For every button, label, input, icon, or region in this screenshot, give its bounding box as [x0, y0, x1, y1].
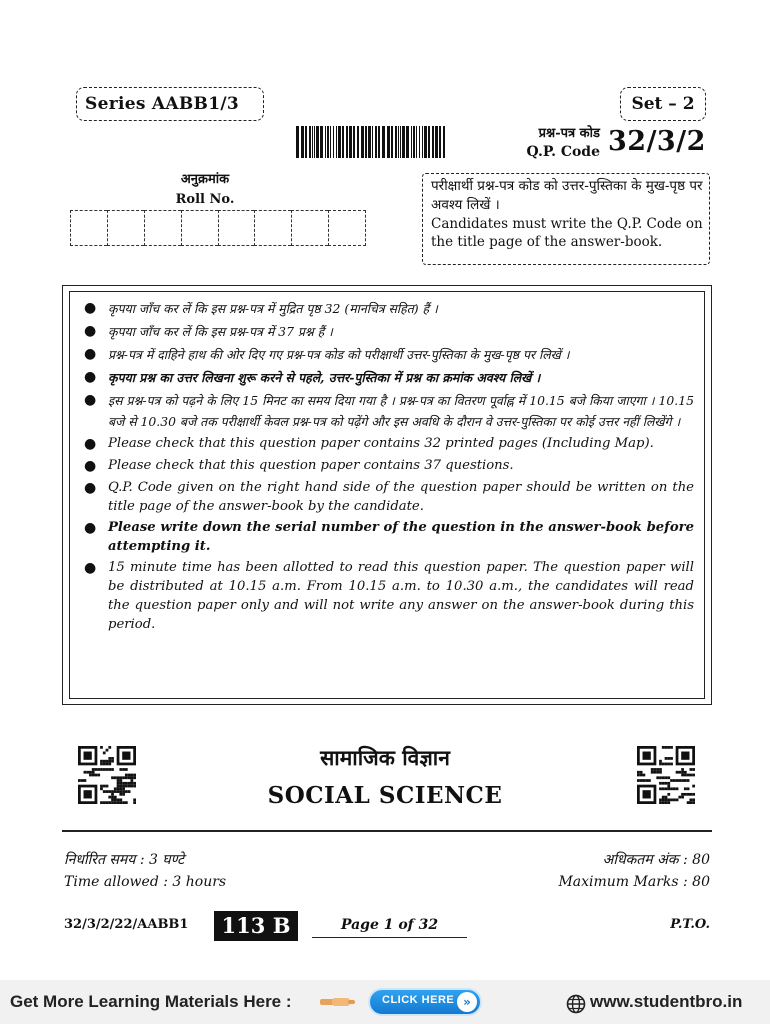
roll-number-label-en: Roll No. — [175, 192, 235, 207]
roll-number-box[interactable] — [254, 210, 291, 246]
website-link[interactable]: www.studentbro.in — [590, 992, 743, 1011]
instruction-item — [84, 518, 694, 556]
divider — [62, 830, 712, 832]
set-label: Set – 2 — [620, 87, 706, 121]
instruction-text: Please check that this question paper contains 37 questions. — [108, 458, 514, 473]
instruction-text: Please check that this question paper contains 32 printed pages (Including Map). — [108, 436, 654, 451]
qp-code-note-en: Candidates must write the Q.P. Code on the title page of the answer-book. — [431, 216, 703, 250]
qp-code-note — [422, 173, 710, 265]
instruction-item — [84, 367, 694, 388]
promo-text: Get More Learning Materials Here : — [10, 992, 292, 1011]
barcode — [296, 126, 448, 158]
subject-title-hi: सामाजिक विज्ञान — [320, 746, 450, 770]
pointing-hand-icon — [320, 995, 356, 1009]
instruction-text: Q.P. Code given on the right hand side of the question paper should be written on the title page of the answer-book by the candidate. — [108, 480, 694, 514]
bullet-icon: ● — [84, 392, 97, 408]
globe-icon — [566, 994, 586, 1014]
double-chevron-right-icon: » — [457, 992, 477, 1012]
instruction-item — [84, 344, 694, 365]
instruction-item — [84, 558, 694, 634]
instructions-box — [62, 285, 712, 705]
instruction-item — [84, 478, 694, 516]
qp-code-label-hi: प्रश्न-पत्र कोड — [538, 126, 600, 141]
time-allowed-hi: निर्धारित समय : 3 घण्टे — [64, 852, 185, 868]
time-allowed-en: Time allowed : 3 hours — [64, 874, 227, 890]
qr-code-icon — [637, 746, 695, 804]
roll-number-box[interactable] — [70, 210, 107, 246]
series-label: Series AABB1/3 — [76, 87, 264, 121]
instruction-text: कृपया जाँच कर लें कि इस प्रश्न-पत्र में 37 प्रश्न हैं । — [108, 324, 333, 339]
instruction-text: प्रश्न-पत्र में दाहिने हाथ की ओर दिए गए प्रश्न-पत्र कोड को परीक्षार्थी उत्तर-पुस्तिका के मुख-पृष्ठ पर लिखें । — [108, 347, 570, 362]
bullet-icon: ● — [84, 369, 97, 385]
roll-number-label — [150, 170, 260, 210]
roll-number-box[interactable] — [218, 210, 255, 246]
roll-number-box[interactable] — [328, 210, 366, 246]
document-code: 32/3/2/22/AABB1 — [64, 917, 189, 932]
bullet-icon: ● — [84, 300, 97, 316]
bullet-icon: ● — [84, 480, 97, 496]
qr-code-icon — [78, 746, 136, 804]
page-number: Page 1 of 32 — [312, 917, 467, 938]
roll-number-box[interactable] — [107, 210, 144, 246]
click-here-label: CLICK HERE — [382, 994, 455, 1006]
bullet-icon: ● — [84, 560, 97, 576]
subject-title-en: SOCIAL SCIENCE — [267, 782, 503, 809]
instruction-item — [84, 321, 694, 342]
qp-code: 32/3/2 — [608, 126, 706, 157]
bullet-icon: ● — [84, 436, 97, 452]
bullet-icon: ● — [84, 520, 97, 536]
instruction-text: 15 minute time has been allotted to read this question paper. The question paper will be distributed at 10.15 a.m. From 10.15 a.m. to 10.30 a.m., the candidates will read the question paper only and will not write any answer on the answer-book during this period. — [108, 560, 694, 632]
qp-code-label — [496, 125, 600, 161]
click-here-button[interactable] — [368, 988, 482, 1016]
qp-code-label-en: Q.P. Code — [526, 144, 600, 160]
roll-number-label-hi: अनुक्रमांक — [180, 172, 230, 187]
roll-number-box[interactable] — [181, 210, 218, 246]
instruction-item — [84, 390, 694, 432]
instruction-text: कृपया प्रश्न का उत्तर लिखना शुरू करने से पहले, उत्तर-पुस्तिका में प्रश्न का क्रमांक अवश्य लिखें । — [108, 370, 541, 385]
roll-number-boxes[interactable] — [70, 210, 366, 246]
pto-label: P.T.O. — [670, 917, 710, 932]
roll-number-box[interactable] — [291, 210, 328, 246]
max-marks-hi: अधिकतम अंक : 80 — [602, 852, 710, 868]
bullet-icon: ● — [84, 458, 97, 474]
instructions-list — [69, 291, 705, 699]
instruction-text: इस प्रश्न-पत्र को पढ़ने के लिए 15 मिनट का समय दिया गया है । प्रश्न-पत्र का वितरण पूर्वाह्न में 10.15 बजे किया जाएगा । 10.15 बजे से 10.30 बजे तक परीक्षार्थी केवल प्रश्न-पत्र को पढ़ेंगे और इस अवधि के दौरान वे उत्तर-पुस्तिका पर कोई उत्तर नहीं लिखेंगे । — [108, 393, 694, 429]
instruction-text: कृपया जाँच कर लें कि इस प्रश्न-पत्र में मुद्रित पृष्ठ 32 (मानचित्र सहित) हैं । — [108, 301, 438, 316]
bullet-icon: ● — [84, 346, 97, 362]
bullet-icon: ● — [84, 323, 97, 339]
roll-number-box[interactable] — [144, 210, 181, 246]
instruction-item — [84, 298, 694, 319]
qp-code-note-hi: परीक्षार्थी प्रश्न-पत्र कोड को उत्तर-पुस्तिका के मुख-पृष्ठ पर अवश्य लिखें । — [431, 178, 703, 213]
code-badge: 113 B — [214, 911, 298, 941]
instruction-item — [84, 434, 694, 454]
instruction-text: Please write down the serial number of the question in the answer-book before attempting it. — [108, 520, 694, 554]
max-marks-en: Maximum Marks : 80 — [558, 874, 710, 890]
instruction-item — [84, 456, 694, 476]
